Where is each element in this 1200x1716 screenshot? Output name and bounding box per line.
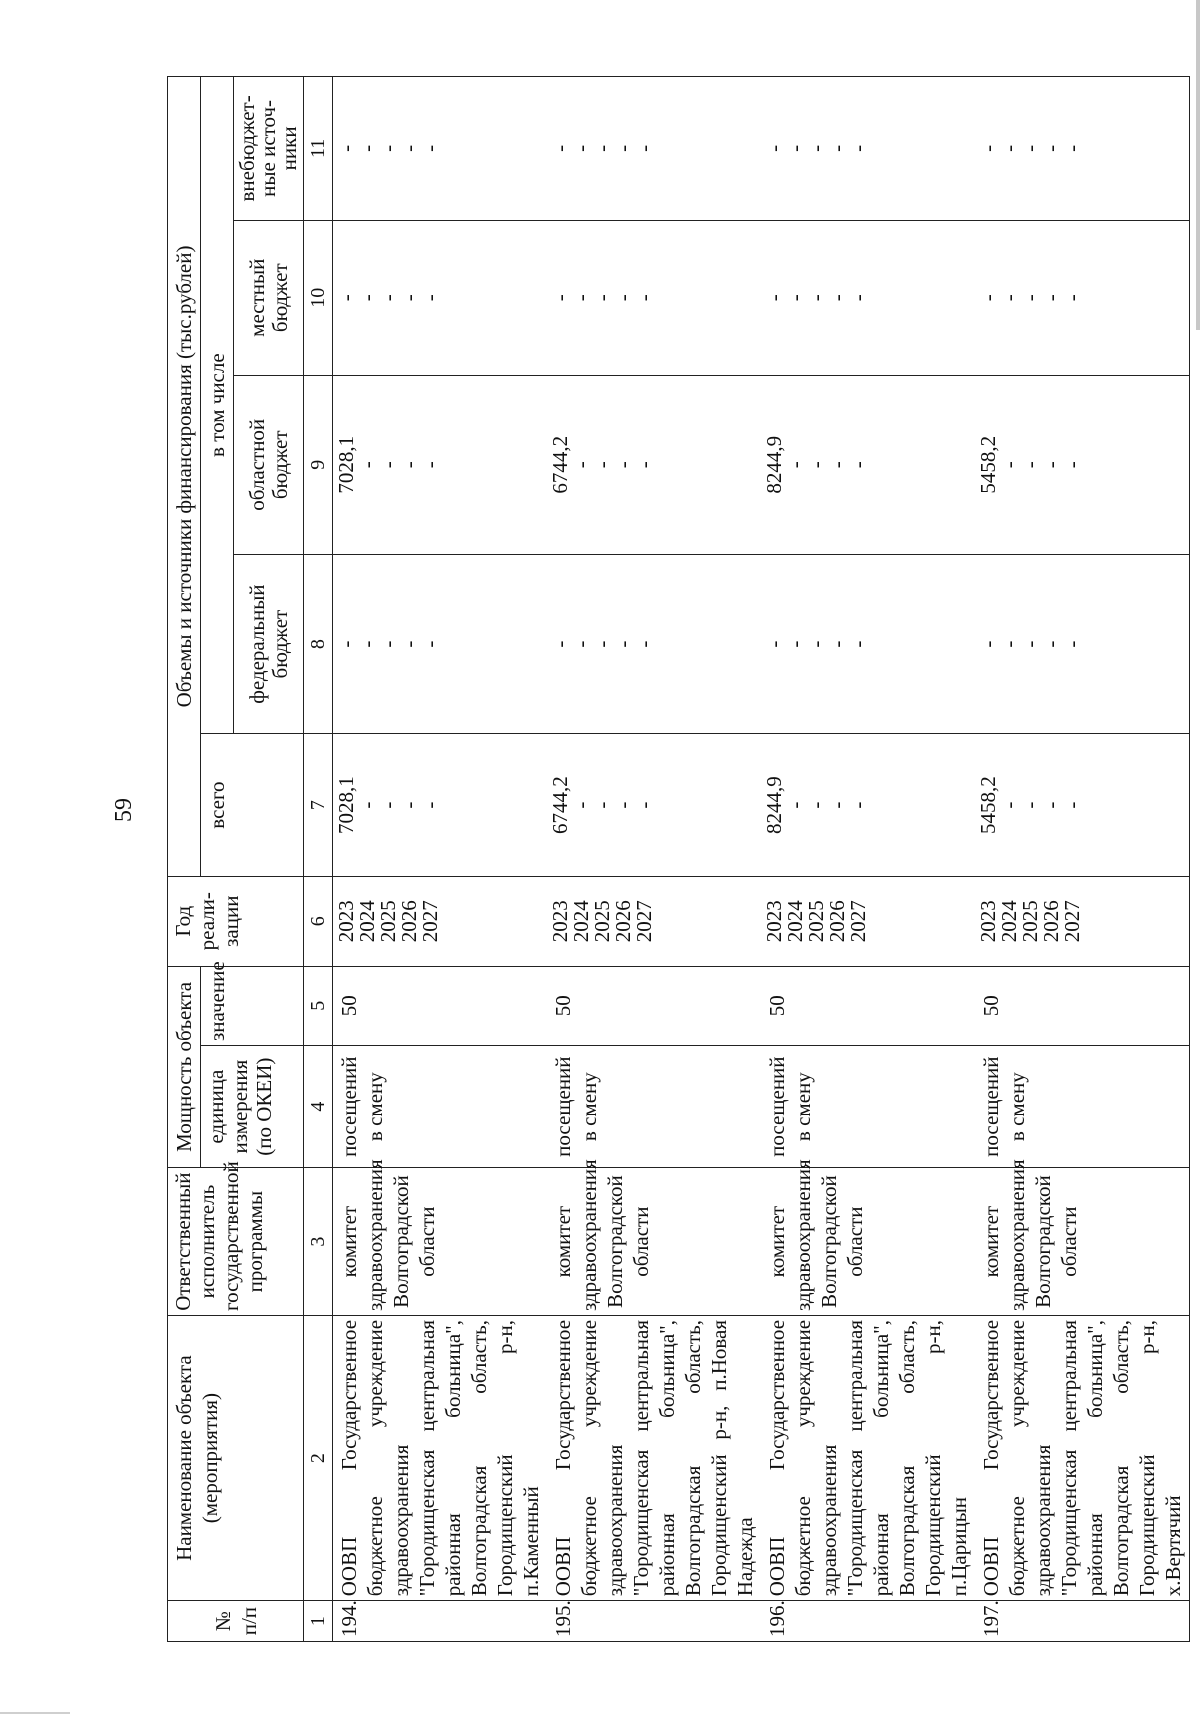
amount-value: - — [418, 461, 442, 469]
amount-value: - — [376, 144, 400, 152]
amount-value: - — [569, 294, 593, 302]
rotated-page — [167, 76, 1200, 1642]
header-no: № п/п — [168, 1601, 304, 1642]
row-number: 196. — [761, 1601, 975, 1642]
local-budget — [761, 220, 975, 375]
amount-value: - — [846, 144, 870, 152]
amount-value: - — [1018, 144, 1042, 152]
amount-value: - — [825, 294, 849, 302]
amount-value: - — [397, 801, 421, 809]
amount-value: - — [846, 294, 870, 302]
amount-value: - — [976, 144, 1000, 152]
amount-value: - — [355, 801, 379, 809]
year-value: 2023 — [334, 900, 358, 943]
row-number: 194. — [333, 1601, 548, 1642]
extra-budget — [975, 77, 1190, 221]
federal-budget — [975, 554, 1190, 733]
amount-value: - — [548, 640, 572, 648]
year-value: 2024 — [997, 900, 1021, 943]
amount-value: - — [762, 640, 786, 648]
year-value: 2025 — [376, 900, 400, 943]
financing-table — [167, 76, 1190, 1642]
amount-value: - — [783, 294, 807, 302]
header-total: всего — [201, 734, 304, 877]
capacity-value: 50 — [333, 966, 548, 1045]
executor: комитет здравоохранения Волгоградской области — [761, 1168, 975, 1316]
year-value: 2027 — [418, 900, 442, 943]
amount-value: - — [569, 461, 593, 469]
amount-value: - — [590, 801, 614, 809]
col-number: 7 — [304, 734, 333, 877]
header-federal: федеральный бюджет — [234, 554, 304, 733]
amount-value: - — [418, 144, 442, 152]
amount-value: - — [611, 294, 635, 302]
amount-value: - — [611, 801, 635, 809]
amount-value: 5458,2 — [976, 435, 1000, 494]
year-value: 2026 — [1039, 900, 1063, 943]
amount-value: - — [632, 144, 656, 152]
year-value: 2027 — [1060, 900, 1084, 943]
year-value: 2023 — [976, 900, 1000, 943]
amount-value: - — [632, 640, 656, 648]
amount-value: - — [846, 640, 870, 648]
header-unit: единица измерения (по ОКЕИ) — [201, 1046, 304, 1168]
row-number: 197. — [975, 1601, 1190, 1642]
amount-value: - — [611, 461, 635, 469]
year-value: 2024 — [355, 900, 379, 943]
capacity-unit: посещений в смену — [761, 1046, 975, 1168]
amount-value: - — [976, 294, 1000, 302]
extra-budget — [547, 77, 761, 221]
amount-value: - — [376, 294, 400, 302]
regional-budget — [761, 375, 975, 554]
federal-budget — [333, 554, 548, 733]
amount-value: 5458,2 — [976, 776, 1000, 834]
amount-value: - — [569, 801, 593, 809]
amount-value: 8244,9 — [762, 776, 786, 834]
amount-value: - — [1018, 294, 1042, 302]
amount-value: - — [632, 461, 656, 469]
amount-value: - — [825, 801, 849, 809]
amount-value: - — [783, 144, 807, 152]
amount-value: - — [632, 801, 656, 809]
header-executor: Ответственный исполнитель государственной программы — [168, 1168, 304, 1316]
amount-value: - — [1039, 801, 1063, 809]
amount-value: - — [590, 640, 614, 648]
col-number: 5 — [304, 966, 333, 1045]
header-funding: Объемы и источники финансирования (тыс.рублей) — [168, 77, 201, 877]
amount-value: - — [804, 640, 828, 648]
header-incl: в том числе — [201, 77, 234, 734]
header-regional: областной бюджет — [234, 375, 304, 554]
year-value: 2027 — [846, 900, 870, 943]
executor: комитет здравоохранения Волгоградской области — [975, 1168, 1190, 1316]
header-capacity: Мощность объекта — [168, 966, 201, 1168]
local-budget — [333, 220, 548, 375]
amount-value: - — [783, 461, 807, 469]
year-value: 2025 — [590, 900, 614, 943]
header-year: Год реали- зации — [168, 876, 304, 966]
regional-budget — [547, 375, 761, 554]
amount-value: - — [590, 144, 614, 152]
capacity-value: 50 — [761, 966, 975, 1045]
amount-value: - — [976, 640, 1000, 648]
col-number: 4 — [304, 1046, 333, 1168]
amount-value: - — [1039, 461, 1063, 469]
amount-value: - — [762, 144, 786, 152]
amount-value: - — [569, 144, 593, 152]
amount-value: - — [590, 461, 614, 469]
capacity-unit: посещений в смену — [975, 1046, 1190, 1168]
amount-value: - — [997, 801, 1021, 809]
amount-value: - — [846, 801, 870, 809]
amount-value: - — [355, 144, 379, 152]
amount-value: - — [1039, 294, 1063, 302]
amount-value: - — [1060, 144, 1084, 152]
year-value: 2026 — [397, 900, 421, 943]
amount-value: - — [397, 461, 421, 469]
amount-value: - — [548, 294, 572, 302]
amount-value: - — [632, 294, 656, 302]
header-local: местный бюджет — [234, 220, 304, 375]
object-name: ООВП Государственное бюджетное учреждение здравоохранения "Городищенская центральная районная больница", Волгоградская область, Городищенский р-н, п.Новая Надежда — [547, 1315, 761, 1600]
table-row — [761, 77, 975, 1642]
amount-value: - — [783, 640, 807, 648]
amount-value: - — [397, 640, 421, 648]
amount-value: - — [397, 294, 421, 302]
amount-value: - — [1018, 801, 1042, 809]
amount-value: - — [397, 144, 421, 152]
amount-value: 6744,2 — [548, 435, 572, 494]
total-amount — [547, 734, 761, 877]
year-value: 2026 — [825, 900, 849, 943]
table-row — [975, 77, 1190, 1642]
header-name: Наименование объекта (мероприятия) — [168, 1315, 304, 1600]
amount-value: - — [804, 801, 828, 809]
local-budget — [547, 220, 761, 375]
amount-value: - — [376, 640, 400, 648]
amount-value: - — [548, 144, 572, 152]
amount-value: - — [997, 144, 1021, 152]
amount-value: - — [569, 640, 593, 648]
total-amount — [975, 734, 1190, 877]
year-value: 2027 — [632, 900, 656, 943]
amount-value: - — [355, 461, 379, 469]
amount-value: - — [418, 294, 442, 302]
capacity-value: 50 — [975, 966, 1190, 1045]
object-name: ООВП Государственное бюджетное учреждение здравоохранения "Городищенская центральная районная больница", Волгоградская область, Городищенский р-н, п.Царицын — [761, 1315, 975, 1600]
federal-budget — [547, 554, 761, 733]
page-number: 59 — [111, 798, 137, 822]
amount-value: - — [334, 144, 358, 152]
col-number: 10 — [304, 220, 333, 375]
object-name: ООВП Государственное бюджетное учреждение здравоохранения "Городищенская центральная районная больница", Волгоградская область, Городищенский р-н, п.Каменный — [333, 1315, 548, 1600]
executor: комитет здравоохранения Волгоградской области — [547, 1168, 761, 1316]
years — [333, 876, 548, 966]
amount-value: 6744,2 — [548, 776, 572, 834]
executor: комитет здравоохранения Волгоградской области — [333, 1168, 548, 1316]
amount-value: - — [1060, 640, 1084, 648]
amount-value: - — [1060, 461, 1084, 469]
amount-value: - — [355, 640, 379, 648]
regional-budget — [333, 375, 548, 554]
header-extra: внебюджет- ные источ- ники — [234, 77, 304, 221]
row-number: 195. — [547, 1601, 761, 1642]
regional-budget — [975, 375, 1190, 554]
local-budget — [975, 220, 1190, 375]
amount-value: - — [355, 294, 379, 302]
col-number: 2 — [304, 1315, 333, 1600]
amount-value: - — [846, 461, 870, 469]
amount-value: - — [334, 640, 358, 648]
amount-value: 7028,1 — [334, 776, 358, 834]
scan-edge-mark-bottom — [0, 1712, 70, 1714]
amount-value: - — [825, 461, 849, 469]
total-amount — [333, 734, 548, 877]
amount-value: - — [783, 801, 807, 809]
year-value: 2025 — [1018, 900, 1042, 943]
col-number: 11 — [304, 77, 333, 221]
amount-value: - — [762, 294, 786, 302]
header-value: значение — [201, 966, 304, 1045]
amount-value: - — [804, 461, 828, 469]
year-value: 2024 — [783, 900, 807, 943]
year-value: 2026 — [611, 900, 635, 943]
capacity-unit: посещений в смену — [547, 1046, 761, 1168]
total-amount — [761, 734, 975, 877]
amount-value: - — [1018, 640, 1042, 648]
extra-budget — [333, 77, 548, 221]
amount-value: - — [418, 640, 442, 648]
amount-value: - — [1060, 801, 1084, 809]
amount-value: - — [611, 144, 635, 152]
years — [975, 876, 1190, 966]
col-number: 3 — [304, 1168, 333, 1316]
amount-value: - — [997, 640, 1021, 648]
amount-value: - — [1060, 294, 1084, 302]
table-row — [333, 77, 548, 1642]
amount-value: - — [376, 801, 400, 809]
years — [547, 876, 761, 966]
amount-value: - — [590, 294, 614, 302]
amount-value: - — [1039, 144, 1063, 152]
col-number: 6 — [304, 876, 333, 966]
amount-value: - — [825, 640, 849, 648]
extra-budget — [761, 77, 975, 221]
year-value: 2023 — [548, 900, 572, 943]
year-value: 2024 — [569, 900, 593, 943]
col-number: 1 — [304, 1601, 333, 1642]
amount-value: 8244,9 — [762, 435, 786, 494]
col-number: 9 — [304, 375, 333, 554]
amount-value: - — [418, 801, 442, 809]
amount-value: - — [1039, 640, 1063, 648]
col-number: 8 — [304, 554, 333, 733]
amount-value: - — [334, 294, 358, 302]
amount-value: - — [997, 461, 1021, 469]
capacity-value: 50 — [547, 966, 761, 1045]
amount-value: - — [611, 640, 635, 648]
year-value: 2025 — [804, 900, 828, 943]
federal-budget — [761, 554, 975, 733]
object-name: ООВП Государственное бюджетное учреждение здравоохранения "Городищенская центральная районная больница", Волгоградская область, Городищенский р-н, х.Вертячий — [975, 1315, 1190, 1600]
years — [761, 876, 975, 966]
amount-value: - — [997, 294, 1021, 302]
table-row — [547, 77, 761, 1642]
amount-value: - — [804, 294, 828, 302]
table-body — [333, 77, 1190, 1642]
capacity-unit: посещений в смену — [333, 1046, 548, 1168]
amount-value: - — [825, 144, 849, 152]
amount-value: - — [1018, 461, 1042, 469]
year-value: 2023 — [762, 900, 786, 943]
amount-value: - — [376, 461, 400, 469]
amount-value: 7028,1 — [334, 435, 358, 494]
amount-value: - — [804, 144, 828, 152]
